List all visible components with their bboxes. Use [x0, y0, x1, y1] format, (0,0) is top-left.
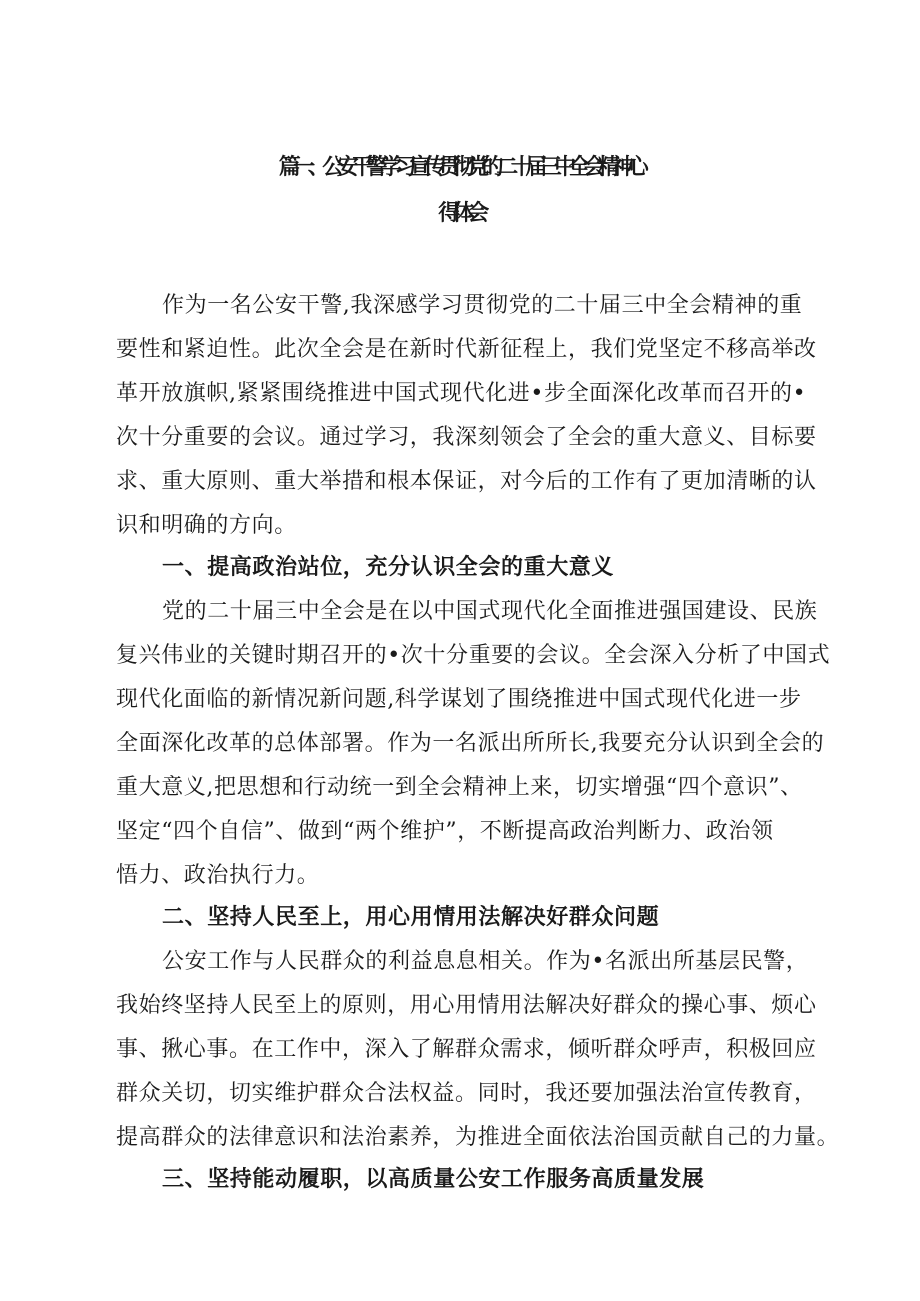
paragraph-2-line-5: 提高群众的法律意识和法治素养，为推进全面依法治国贡献自己的力量。	[116, 1125, 840, 1150]
document-title-line-2: 得体会	[438, 200, 482, 226]
paragraph-2-line-3: 事、揪心事。在工作中，深入了解群众需求，倾听群众呼声，积极回应	[116, 1037, 817, 1062]
paragraph-intro-line-5: 求、重大原则、重大举措和根本保证，对今后的工作有了更加清晰的认	[116, 469, 817, 494]
paragraph-2-line-1: 公安工作与人民群众的利益息息相关。作为•名派出所基层民警，	[162, 949, 809, 974]
paragraph-1-line-5: 重大意义,把思想和行动统一到全会精神上来，切实增强“四个意识”、	[116, 775, 803, 800]
document-title-line-1: 篇一、公安干警学习宣传贯彻党的二十届三中全会精神心	[278, 154, 642, 180]
paragraph-1-line-2: 复兴伟业的关键时期召开的•次十分重要的会议。全会深入分析了中国式	[116, 643, 831, 668]
section-heading-2: 二、坚持人民至上，用心用情用法解决好群众问题	[162, 904, 660, 930]
paragraph-1-line-1: 党的二十届三中全会是在以中国式现代化全面推进强国建设、民族	[162, 599, 818, 624]
paragraph-1-line-3: 现代化面临的新情况新问题,科学谋划了围绕推进中国式现代化进一步	[116, 687, 802, 712]
paragraph-intro-line-3: 革开放旗帜,紧紧围绕推进中国式现代化进•步全面深化改革而召开的•	[116, 381, 807, 406]
paragraph-1-line-4: 全面深化改革的总体部署。作为一名派出所所长,我要充分认识到全会的	[116, 731, 825, 756]
paragraph-1-line-7: 悟力、政治执行力。	[116, 863, 320, 888]
paragraph-1-line-6: 坚定“四个自信”、做到“两个维护”，不断提高政治判断力、政治领	[116, 819, 774, 844]
paragraph-2-line-2: 我始终坚持人民至上的原则，用心用情用法解决好群众的操心事、烦心	[116, 993, 817, 1018]
paragraph-intro-line-6: 识和明确的方向。	[116, 513, 297, 538]
section-heading-1: 一、提高政治站位，充分认识全会的重大意义	[162, 554, 615, 580]
paragraph-intro-line-2: 要性和紧迫性。此次全会是在新时代新征程上，我们党坚定不移高举改	[116, 337, 817, 362]
section-heading-3: 三、坚持能动履职，以高质量公安工作服务高质量发展	[162, 1166, 705, 1192]
paragraph-2-line-4: 群众关切，切实维护群众合法权益。同时，我还要加强法治宣传教育，	[116, 1081, 817, 1106]
paragraph-intro-line-4: 次十分重要的会议。通过学习，我深刻领会了全会的重大意义、目标要	[116, 425, 817, 450]
paragraph-intro-line-1: 作为一名公安干警,我深感学习贯彻党的二十届三中全会精神的重	[162, 293, 803, 318]
